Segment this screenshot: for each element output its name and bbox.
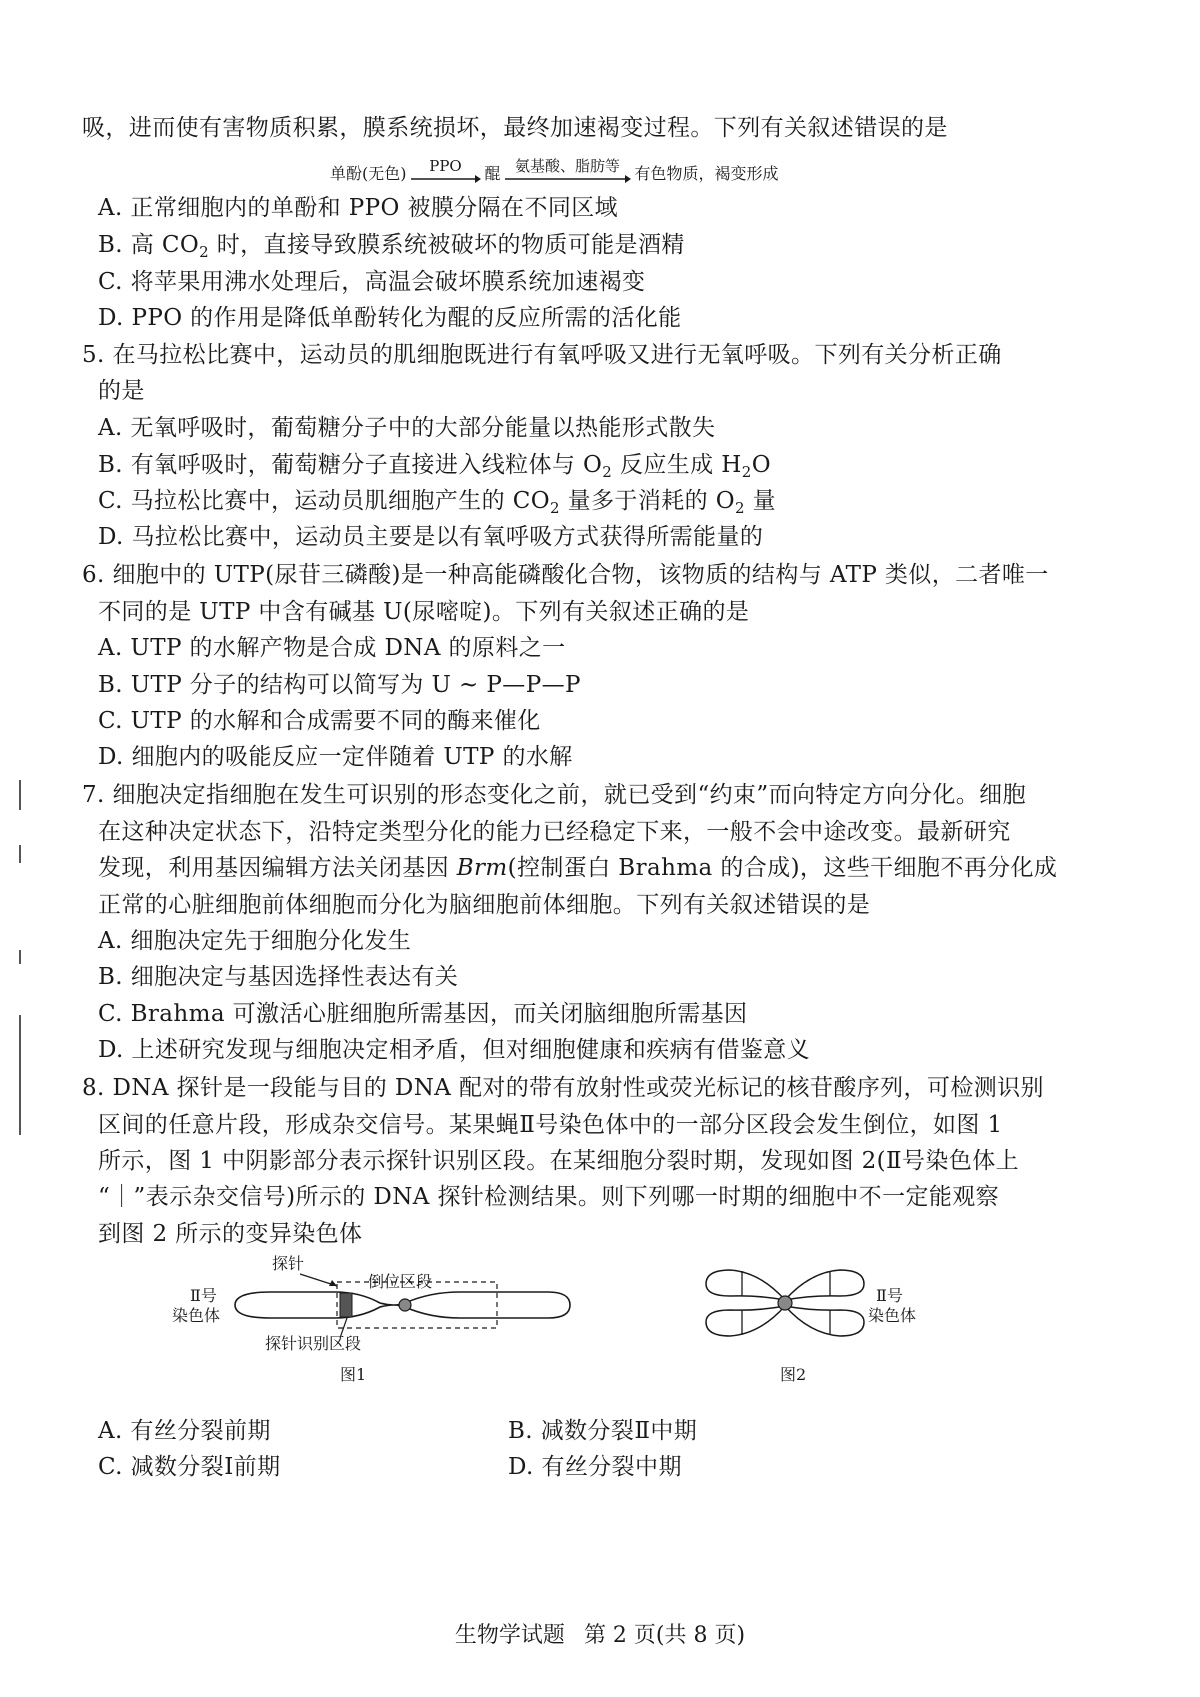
q7-stem-line: 发现，利用基因编辑方法关闭基因 Brm(控制蛋白 Brahma 的合成)，这些干细胞不再分化成: [98, 855, 1058, 881]
chromosome-inversion-diagram: [230, 1260, 580, 1350]
chromatid-arm: [706, 1306, 785, 1336]
fig2-caption: 图2: [780, 1365, 807, 1384]
q4-option-c: C. 将苹果用沸水处理后，高温会破坏膜系统加速褐变: [98, 269, 646, 295]
arrow-label-amino: 氨基酸、脂肪等: [515, 157, 621, 175]
q6-option-c: C. UTP 的水解和合成需要不同的酶来催化: [98, 708, 541, 734]
q5-option-d: D. 马拉松比赛中，运动员主要是以有氧呼吸方式获得所需能量的: [98, 524, 764, 550]
scan-mark: [19, 950, 21, 964]
q7-option-b: B. 细胞决定与基因选择性表达有关: [98, 964, 459, 990]
q5-option-c: C. 马拉松比赛中，运动员肌细胞产生的 $CO_2$ 量多于消耗的 $O_2$ 量: [98, 488, 777, 517]
arrow-icon: [505, 174, 631, 184]
q6-stem-line: 不同的是 UTP 中含有碱基 U(尿嘧啶)。下列有关叙述正确的是: [98, 599, 750, 625]
q6-option-b: B. UTP 分子的结构可以简写为 U ~ P—P—P: [98, 672, 581, 698]
q7-stem-line: 在这种决定状态下，沿特定类型分化的能力已经稳定下来，一般不会中途改变。最新研究: [98, 819, 1011, 845]
crossed-chromosome-diagram: [700, 1262, 870, 1344]
q7-stem-line: 7. 细胞决定指细胞在发生可识别的形态变化之前，就已受到“约束”而向特定方向分化。细胞: [82, 782, 1026, 808]
q5-stem-line: 5. 在马拉松比赛中，运动员的肌细胞既进行有氧呼吸又进行无氧呼吸。下列有关分析正确: [82, 342, 1002, 368]
centromere: [399, 1299, 411, 1311]
q6-stem-line: 6. 细胞中的 UTP(尿苷三磷酸)是一种高能磷酸化合物，该物质的结构与 ATP 类似，二者唯一: [82, 562, 1049, 588]
q6-option-d: D. 细胞内的吸能反应一定伴随着 UTP 的水解: [98, 744, 573, 770]
arrow-icon: [329, 1280, 337, 1286]
scan-mark: [19, 845, 21, 863]
q8-option-d: D. 有丝分裂中期: [508, 1454, 682, 1480]
q5-option-b: B. 有氧呼吸时，葡萄糖分子直接进入线粒体与 $O_2$ 反应生成 $H_2O$: [98, 452, 771, 481]
pathway-arrow-ppo: [411, 158, 481, 184]
q7-option-a: A. 细胞决定先于细胞分化发生: [98, 928, 412, 954]
fig1-chromosome-label: 染色体: [172, 1306, 221, 1325]
page-footer: [0, 1618, 1200, 1649]
fig2-chromosome-label: Ⅱ号: [876, 1286, 903, 1305]
pathway-end: 有色物质，褐变形成: [634, 164, 779, 183]
fig1-probe-region-label: 探针识别区段: [265, 1334, 362, 1353]
footer-subject: 生物学试题: [454, 1623, 565, 1648]
q5-option-a: A. 无氧呼吸时，葡萄糖分子中的大部分能量以热能形式散失: [98, 415, 716, 441]
figures: [0, 1240, 1200, 1400]
arrow-icon: [411, 174, 481, 184]
scan-mark: [19, 780, 21, 810]
q5-stem-line: 的是: [98, 378, 145, 404]
q8-stem-line: 8. DNA 探针是一段能与目的 DNA 配对的带有放射性或荧光标记的核苷酸序列，可检测识别: [82, 1075, 1044, 1101]
chromatid-arm: [785, 1270, 864, 1300]
fig1-inversion-label: 倒位区段: [368, 1272, 433, 1291]
q4-option-a: A. 正常细胞内的单酚和 PPO 被膜分隔在不同区域: [98, 195, 619, 221]
q8-stem-line: “｜”表示杂交信号)所示的 DNA 探针检测结果。则下列哪一时期的细胞中不一定能观察: [98, 1184, 1000, 1210]
fig1-probe-label: 探针: [272, 1254, 305, 1273]
centromere: [778, 1296, 792, 1310]
q7-option-d: D. 上述研究发现与细胞决定相矛盾，但对细胞健康和疾病有借鉴意义: [98, 1037, 811, 1063]
q7-option-c: C. Brahma 可激活心脏细胞所需基因，而关闭脑细胞所需基因: [98, 1001, 748, 1027]
q8-stem-line: 到图 2 所示的变异染色体: [98, 1221, 363, 1247]
q8-option-a: A. 有丝分裂前期: [98, 1418, 271, 1444]
fig1-chromosome-label: Ⅱ号: [190, 1286, 217, 1305]
q4-option-d: D. PPO 的作用是降低单酚转化为醌的反应所需的活化能: [98, 305, 682, 331]
fig1-caption: 图1: [340, 1365, 367, 1384]
footer-page-number: 第 2 页(共 8 页): [583, 1623, 746, 1648]
chromatid-arm: [785, 1306, 864, 1336]
q8-stem-line: 所示，图 1 中阴影部分表示探针识别区段。在某细胞分裂时期，发现如图 2(Ⅱ号染色体上: [98, 1148, 1020, 1174]
chromatid-arm: [706, 1270, 785, 1300]
q4-option-b: B. 高 $CO_2$ 时，直接导致膜系统被破坏的物质可能是酒精: [98, 232, 685, 261]
q7-stem-line: 正常的心脏细胞前体细胞而分化为脑细胞前体细胞。下列有关叙述错误的是: [98, 892, 871, 918]
q8-stem-line: 区间的任意片段，形成杂交信号。某果蝇Ⅱ号染色体中的一部分区段会发生倒位，如图 1: [98, 1112, 1003, 1138]
q6-option-a: A. UTP 的水解产物是合成 DNA 的原料之一: [98, 635, 566, 661]
browning-pathway: [330, 158, 779, 184]
fig2-chromosome-label: 染色体: [868, 1306, 917, 1325]
pathway-arrow-amino: [505, 158, 631, 184]
q8-option-b: B. 减数分裂Ⅱ中期: [508, 1418, 698, 1444]
pathway-start: 单酚(无色): [330, 164, 407, 183]
arrow-label-ppo: PPO: [429, 157, 462, 175]
scan-mark: [19, 1015, 21, 1135]
pathway-middle: 醌: [484, 164, 501, 183]
intro-line: 吸，进而使有害物质积累，膜系统损坏，最终加速褐变过程。下列有关叙述错误的是: [82, 115, 948, 141]
q8-option-c: C. 减数分裂Ⅰ前期: [98, 1454, 281, 1480]
probe-recognition-region: [340, 1293, 352, 1317]
